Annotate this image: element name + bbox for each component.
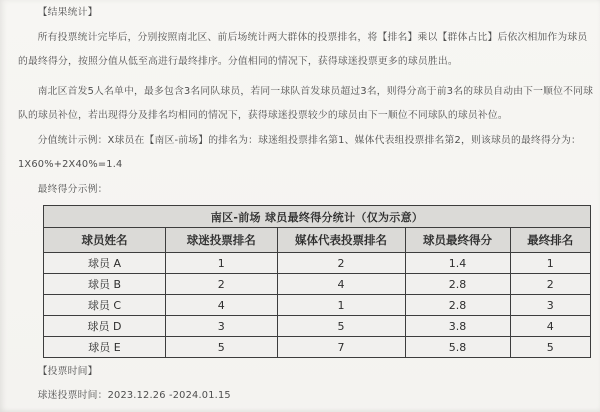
table-cell: 3: [165, 316, 277, 337]
score-example-text: 分值统计示例：X球员在【南区-前场】的排名为：球迷组投票排名第1、媒体代表组投票排名第2，则该球员的最终得分为：: [37, 135, 581, 146]
table-cell: 4: [510, 316, 590, 337]
table-row-player-c: [44, 295, 591, 316]
table-cell: 2: [510, 274, 590, 295]
table-cell: 3.8: [405, 316, 510, 337]
table-cell: 2.8: [405, 295, 510, 316]
table-cell: 4: [277, 274, 405, 295]
table-cell: 球员 D: [44, 316, 166, 337]
table-cell: 1: [510, 253, 590, 274]
table-row-player-b: [44, 274, 591, 295]
score-formula: 1X60%+2X40%=1.4: [18, 159, 123, 170]
table-cell: 1.4: [405, 253, 510, 274]
paragraph-lineup-rule: 南北区首发5人名单中，最多包含3名同队球员，若同一球队首发球员超过3名，则得分高于前3名的球员自动由下一顺位不同球队的球员补位，若出现得分及排名均相同的情况下，获得球迷投票较少的球员由下一顺位不同球队的球员补位。: [18, 86, 594, 121]
final-score-table: [43, 205, 591, 358]
final-score-example-label: 最终得分示例：: [37, 184, 108, 195]
table-cell: 5: [510, 337, 590, 358]
fan-vote-time-line: 球迷投票时间：2023.12.26 -2024.01.15: [37, 390, 231, 401]
table-cell: 5.8: [405, 337, 510, 358]
table-cell: 2: [277, 253, 405, 274]
table-cell: 3: [510, 295, 590, 316]
column-header-final-score: 球员最终得分: [405, 228, 510, 253]
table-title-row: [44, 206, 591, 228]
table-title: 南区-前场 球员最终得分统计（仅为示意）: [44, 206, 591, 228]
column-header-player-name: 球员姓名: [44, 228, 166, 253]
table-cell: 1: [165, 253, 277, 274]
table-cell: 1: [277, 295, 405, 316]
paragraph-score-example: [18, 129, 596, 177]
table-cell: 5: [277, 316, 405, 337]
table-cell: 球员 C: [44, 295, 166, 316]
table-cell: 4: [165, 295, 277, 316]
table-cell: 球员 A: [44, 253, 166, 274]
table-cell: 2: [165, 274, 277, 295]
table-header-row: [44, 228, 591, 253]
section-header-results: 【结果统计】: [37, 7, 98, 18]
table-cell: 2.8: [405, 274, 510, 295]
column-header-media-vote-rank: 媒体代表投票排名: [277, 228, 405, 253]
column-header-final-rank: 最终排名: [510, 228, 590, 253]
table-row-player-d: [44, 316, 591, 337]
paragraph-scoring-rule: 所有投票统计完毕后，分别按照南北区、前后场统计两大群体的投票排名，将【排名】乘以【群体占比】后依次相加作为球员的最终得分，按照分值从低至高进行最终排序。分值相同的情况下，获得球迷投票更多的球员胜出。: [18, 32, 588, 67]
table-cell: 7: [277, 337, 405, 358]
table-cell: 球员 E: [44, 337, 166, 358]
table-cell: 5: [165, 337, 277, 358]
table-row-player-a: [44, 253, 591, 274]
table-row-player-e: [44, 337, 591, 358]
section-header-vote-time: 【投票时间】: [37, 366, 98, 377]
table-cell: 球员 B: [44, 274, 166, 295]
column-header-fan-vote-rank: 球迷投票排名: [165, 228, 277, 253]
